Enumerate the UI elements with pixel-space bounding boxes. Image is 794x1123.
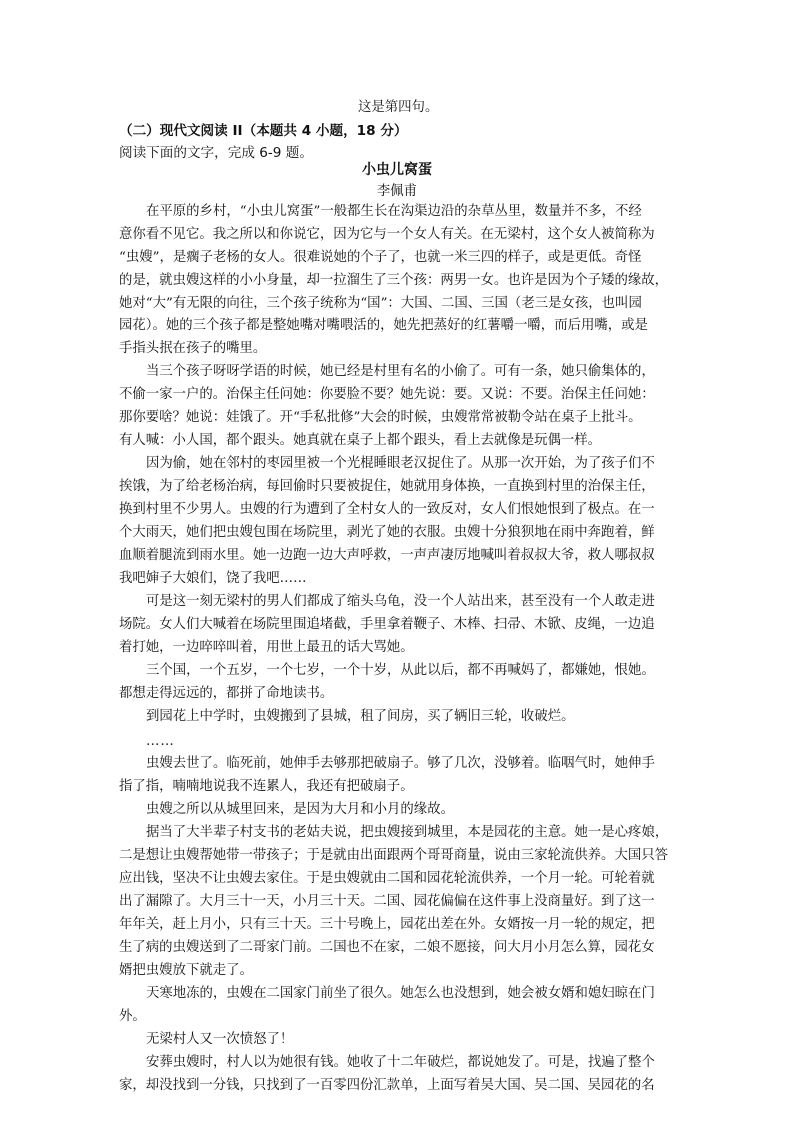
paragraph-line: 园花）。她的三个孩子都是整她嘴对嘴喂活的，她先把蒸好的红薯嚼一嚼，而后用嘴，或是 xyxy=(119,318,648,333)
paragraph-line: “虫嫂”，是瘸子老杨的女人。很难说她的个子了，也就一米三四的样子，或是更低。奇怪 xyxy=(119,250,642,265)
paragraph-line: 个大雨天，她们把虫嫂包围在场院里，剥光了她的衣服。虫嫂十分狼狈地在雨中奔跑着，鲜 xyxy=(119,525,655,540)
article-author: 李佩甫 xyxy=(376,184,418,199)
paragraph-line: 挨饿，为了给老杨治病，每回偷时只要被捉住，她就用身体换，一直换到村里的治保主任， xyxy=(119,479,655,494)
paragraph-line: 生了病的虫嫂送到了二哥家门前。二国也不在家，二娘不愿接，问大月小月怎么算，园花女 xyxy=(119,940,655,955)
paragraph-line: 安葬虫嫂时，村人以为她很有钱。她收了十二年破烂，都说她发了。可是，找遍了整个 xyxy=(146,1055,655,1070)
paragraph-line: 二是想让虫嫂帮她带一带孩子；于是就由出面跟两个哥哥商量，说由三家轮流供养。大国只答 xyxy=(119,848,669,863)
paragraph-line: 意你看不见它。我之所以和你说它，因为它与一个女人有关。在无梁村，这个女人被简称为 xyxy=(119,227,655,242)
paragraph-line: 天寒地冻的，虫嫂在二国家门前坐了很久。她怎么也没想到，她会被女婿和媳妇晾在门 xyxy=(146,986,655,1001)
paragraph-line: 出了漏隙了。大月三十一天，小月三十天。二国、园花偏偏在这件事上没商量好。到了这一 xyxy=(119,894,655,909)
article-title: 小虫儿窝蛋 xyxy=(362,162,432,178)
paragraph-line: 因为偷，她在邻村的枣园里被一个光棍睡眼老汉捉住了。从那一次开始，为了孩子们不 xyxy=(146,456,655,471)
paragraph-line: 的是，就虫嫂这样的小小身量，却一拉溜生了三个孩：两男一女。也许是因为个子矮的缘故， xyxy=(119,273,669,288)
paragraph-line: 她对“大”有无限的向往，三个孩子统称为“国”：大国、二国、三国（老三是女孩，也叫园 xyxy=(119,296,642,311)
paragraph-line: 三个国，一个五岁，一个七岁，一个十岁，从此以后，都不再喊妈了，都嫌她，恨她。 xyxy=(146,663,655,678)
paragraph-line: 婿把虫嫂放下就走了。 xyxy=(119,963,253,978)
paragraph-line: 有人喊：小人国，都个跟头。她真就在桌子上都个跟头，看上去就像是玩偶一样。 xyxy=(119,433,602,448)
paragraph-line: 都想走得远远的，都拼了命地读书。 xyxy=(119,686,334,701)
paragraph-line: 无梁村人又一次愤怒了！ xyxy=(146,1032,294,1047)
section-heading: （二）现代文阅读 II（本题共 4 小题，18 分） xyxy=(119,123,408,139)
paragraph-line: 指了指，喃喃地说我不连累人，我还有把破扇子。 xyxy=(119,779,414,794)
reading-instruction: 阅读下面的文字，完成 6-9 题。 xyxy=(119,145,313,161)
paragraph-line: 我吧婶子大娘们，饶了我吧…… xyxy=(119,571,307,586)
paragraph-line: 手指头抿在孩子的嘴里。 xyxy=(119,341,267,356)
paragraph-line: 虫嫂去世了。临死前，她伸手去够那把破扇子。够了几次，没够着。临咽气时，她伸手 xyxy=(146,756,655,771)
paragraph-line: 换到村里不少男人。虫嫂的行为遭到了全村女人的一致反对，女人们恨她恨到了极点。在一 xyxy=(119,502,655,517)
paragraph-line: 年年关，赶上月小，只有三十天。三十号晚上，园花出差在外。女婿按一月一轮的规定，把 xyxy=(119,917,655,932)
paragraph-line: 着打她，一边啐啐叫着，用世上最丑的话大骂她。 xyxy=(119,640,414,655)
previous-passage-fragment: 这是第四句。 xyxy=(358,100,439,115)
paragraph-line: 血顺着腿流到雨水里。她一边跑一边大声呼救，一声声凄厉地喊叫着叔叔大爷，救人哪叔叔 xyxy=(119,548,655,563)
paragraph-line: 不偷一家一户的。治保主任问她：你要脸不要？她先说：要。又说：不要。治保主任问她： xyxy=(119,387,655,402)
paragraph-line: 当三个孩子呀呀学语的时候，她已经是村里有名的小偷了。可有一条，她只偷集体的， xyxy=(146,364,655,379)
paragraph-line: 虫嫂之所以从城里回来，是因为大月和小月的缘故。 xyxy=(146,802,454,817)
paragraph-line: 家，却没找到一分钱，只找到了一百零四份汇款单，上面写着吴大国、吴二国、吴园花的名 xyxy=(119,1078,655,1093)
section-break-ellipsis: …… xyxy=(146,734,175,749)
paragraph-line: 据当了大半辈子村支书的老姑夫说，把虫嫂接到城里，本是园花的主意。她一是心疼娘， xyxy=(146,825,669,840)
paragraph-line: 那你要啥？她说：娃饿了。开“手私批修”大会的时候，虫嫂常常被勒令站在桌子上批斗。 xyxy=(119,410,642,425)
paragraph-line: 在平原的乡村，“小虫儿窝蛋”一般都生长在沟渠边沿的杂草丛里，数量并不多，不经 xyxy=(146,204,642,219)
paragraph-line: 应出钱，坚决不让虫嫂去家住。于是虫嫂就由二国和园花轮流供养，一个月一轮。可轮着就 xyxy=(119,871,655,886)
paragraph-line: 外。 xyxy=(119,1009,146,1024)
paragraph-line: 到园花上中学时，虫嫂搬到了县城，租了间房，买了辆旧三轮，收破烂。 xyxy=(146,709,575,724)
paragraph-line: 场院。女人们大喊着在场院里围追堵截，手里拿着鞭子、木棒、扫帚、木锨、皮绳，一边追 xyxy=(119,617,655,632)
paragraph-line: 可是这一刻无梁村的男人们都成了缩头乌龟，没一个人站出来，甚至没有一个人敢走进 xyxy=(146,594,655,609)
